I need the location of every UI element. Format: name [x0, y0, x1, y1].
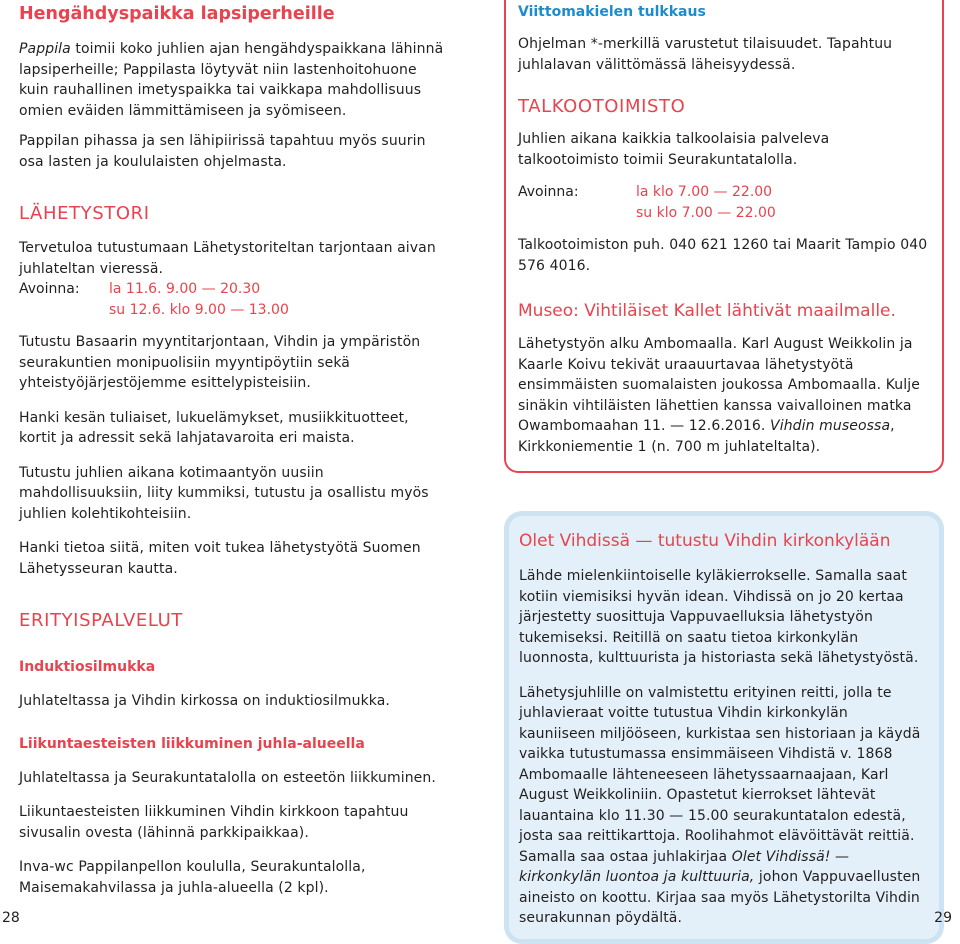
tuliaiset-paragraph: Hanki kesän tuliaiset, lukuelämykset, musiikkituotteet, kortit ja adressit sekä lahjatavaroita eri maista. — [19, 409, 409, 446]
talkoo-heading: TALKOOTOIMISTO — [518, 96, 686, 117]
liikunta-text-3: Inva-wc Pappilanpellon koululla, Seurakuntalolla, Maisemakahvilassa ja juhla-alueella (2 kpl). — [19, 859, 366, 896]
lahetystori-welcome: Tervetuloa tutustumaan Lähetystoriteltan tarjontaan aivan juhlateltan vieressä. — [19, 240, 436, 277]
liikunta-text-2: Liikuntaesteisten liikkuminen Vihdin kirkkoon tapahtuu sivusalin ovesta (lähinnä parkkipaikkaa). — [19, 804, 409, 841]
kirkonkyla-text-2: Lähetysjuhlille on valmistettu erityinen reitti, jolla te juhlavieraat voitte tutustua Vihdin kirkonkylän kauniiseen miljööseen, kurkistaa sen historiaan ja käydä vaikka tutustumassa ensimmäiseen Vihdistä v. 1868 Ambomaalle lähteneeseen lähetyssaarnaajaan, Karl August Weikkoliniin. Opastetut kierrokset lähtevät lauantaina klo 11.30 — 15.00 seurakuntatalon edestä, josta saa reittikarttoja. Roolihahmot elävöittävät reittiä. Samalla saa ostaa juhlakirjaa Olet Vihdissä! — kirkonkylän luontoa ja kulttuuria, johon Vappuvaellusten aineisto on koottu. Kirjaa saa myös Lähetystorilta Vihdin seurakunnan pöydältä. — [519, 684, 921, 926]
intro-paragraph: Pappila toimii koko juhlien ajan hengähdyspaikkana lähinnä lapsiperheille; Pappilasta löytyvät niin lastenhoitohuone kuin rauhallinen imetyspaikka tai vaikkapa mahdollisuus omien eväiden lämmittämiseen ja syömiseen. — [19, 41, 444, 119]
induktio-text: Juhlateltassa ja Vihdin kirkossa on induktiosilmukka. — [19, 693, 390, 709]
erityispalvelut-heading: ERITYISPALVELUT — [19, 610, 183, 631]
pappila-paragraph: Pappilan pihassa ja sen lähipiirissä tapahtuu myös suurin osa lasten ja koululaisten ohjelmasta. — [19, 133, 426, 170]
kirkonkyla-text-1: Lähde mielenkiintoiselle kyläkierrokselle. Samalla saat kotiin viemisiksi hyvän idean. Vihdissä on jo 20 kertaa järjestetty suosittuja Vappuvaelluksia lähetystyön tukemiseksi. Reitillä on saatu tietoa kirkonkylän luonnosta, kulttuurista ja historiasta sekä lähetystyöstä. — [519, 568, 919, 666]
tuki-paragraph: Hanki tietoa siitä, miten voit tukea lähetystyötä Suomen Lähetysseuran kautta. — [19, 540, 421, 577]
liikunta-heading: Liikuntaesteisten liikkuminen juhla-alueella — [19, 735, 365, 752]
kotimaantyo-paragraph: Tutustu juhlien aikana kotimaantyön uusiin mahdollisuuksiin, liity kummiksi, tutustu ja osallistu myös juhlien kolehtikohteisiin. — [19, 464, 429, 522]
museo-heading: Museo: Vihtiläiset Kallet lähtivät maailmalle. — [518, 301, 896, 321]
viittoma-text: Ohjelman *-merkillä varustetut tilaisuudet. Tapahtuu juhlalavan välittömässä läheisyydessä. — [518, 36, 893, 73]
hours-saturday: la klo 7.00 — 22.00 — [636, 184, 773, 200]
hours-saturday: la 11.6. 9.00 — 20.30 — [109, 281, 261, 297]
open-label: Avoinna: — [518, 184, 579, 200]
page-number-left: 28 — [2, 910, 20, 926]
right-page — [504, 0, 944, 944]
page-number-right: 29 — [934, 910, 952, 926]
hours-sunday: su 12.6. klo 9.00 — 13.00 — [109, 301, 289, 318]
lahetystori-hours — [19, 279, 447, 320]
basaari-paragraph: Tutustu Basaarin myyntitarjontaan, Vihdin ja ympäristön seurakuntien monipuolisiin myyntipöytiin sekä yhteistyöjärjestöjemme esittelypisteisiin. — [19, 334, 421, 391]
talkoo-text: Juhlien aikana kaikkia talkoolaisia palveleva talkootoimisto toimii Seurakuntatalolla. — [518, 131, 830, 168]
left-page — [19, 0, 447, 898]
talkoo-phone: Talkootoimiston puh. 040 621 1260 tai Maarit Tampio 040 576 4016. — [518, 237, 928, 274]
page-title: Hengähdyspaikka lapsiperheille — [19, 4, 335, 24]
museo-text: Lähetystyön alku Ambomaalla. Karl August Weikkolin ja Kaarle Koivu tekivät uraauurtavaa lähetystyötä ensimmäisten suomalaisten joukossa Ambomaalla. Kulje sinäkin vihtiläisten lähettien kanssa vaivalloinen matka Owambomaahan 11. — 12.6.2016. Vihdin museossa, Kirkkoniementie 1 (n. 700 m juhlateltalta). — [518, 336, 920, 455]
info-box — [504, 0, 944, 473]
viittoma-heading: Viittomakielen tulkkaus — [518, 4, 706, 20]
talkoo-hours — [518, 182, 930, 223]
liikunta-text-1: Juhlateltassa ja Seurakuntatalolla on esteetön liikkuminen. — [19, 769, 436, 786]
hours-sunday: su klo 7.00 — 22.00 — [636, 204, 776, 221]
kirkonkyla-box — [504, 511, 944, 944]
kirkonkyla-heading: Olet Vihdissä — tutustu Vihdin kirkonkylään — [519, 531, 891, 551]
lahetystori-heading: LÄHETYSTORI — [19, 203, 150, 224]
induktio-heading: Induktiosilmukka — [19, 659, 156, 675]
open-label: Avoinna: — [19, 281, 80, 297]
